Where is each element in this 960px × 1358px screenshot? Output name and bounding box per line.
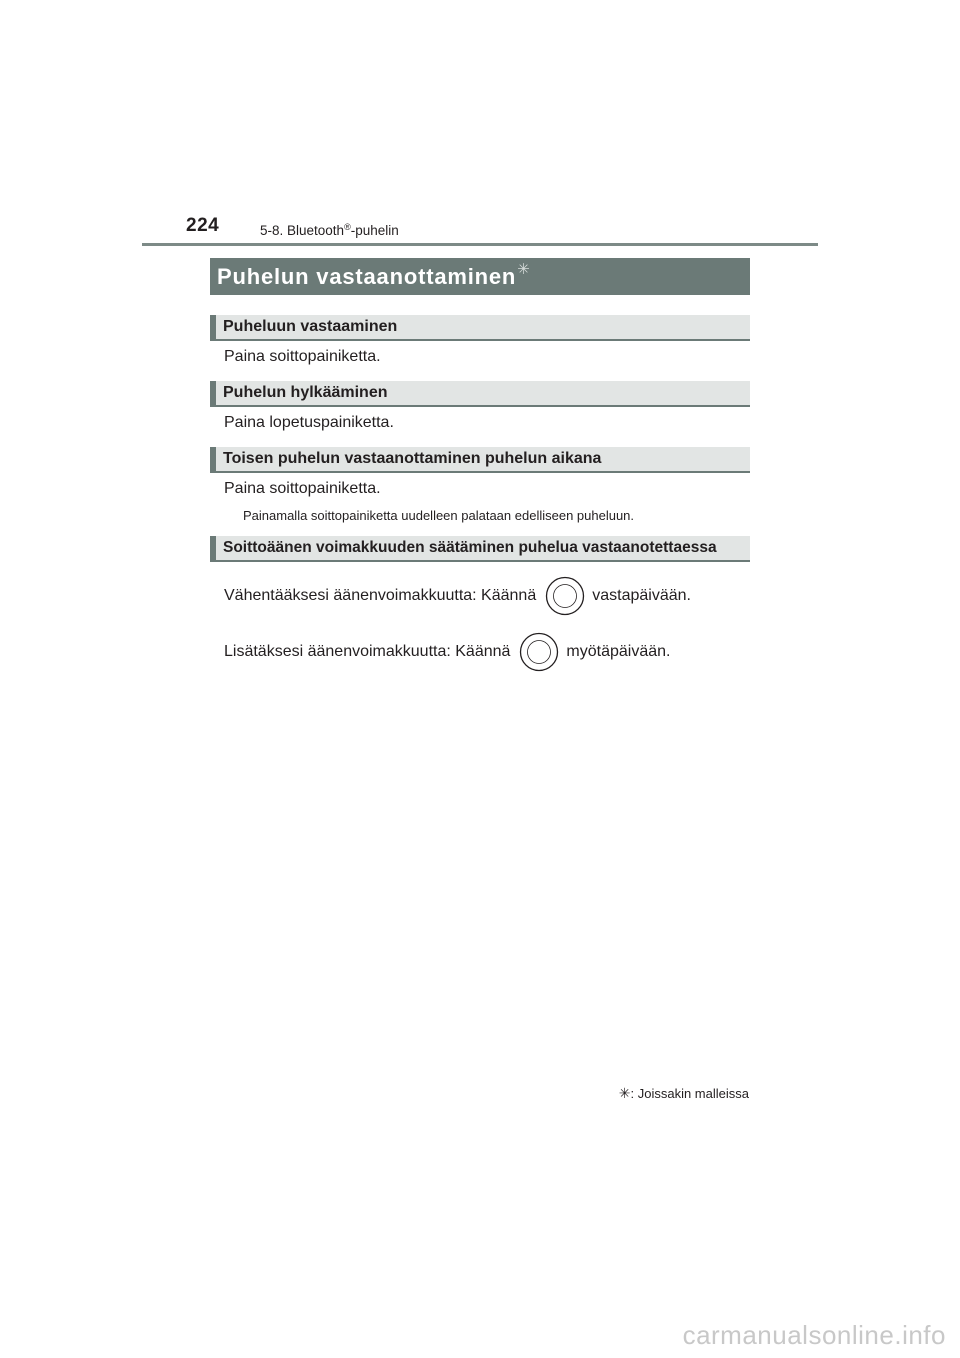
page-number: 224	[186, 215, 220, 236]
asterisk-icon: ✳	[517, 260, 530, 278]
running-head	[260, 222, 399, 238]
header-rule	[142, 243, 818, 246]
volume-decrease-after: vastapäivään.	[592, 587, 691, 604]
running-head-prefix: 5-8. Bluetooth	[260, 223, 345, 238]
running-head-suffix: -puhelin	[350, 223, 399, 238]
section-title-bar	[210, 258, 750, 295]
subheading-reject: Puhelun hylkääminen	[210, 381, 750, 407]
subheading-ring-volume: Soittoäänen voimakkuuden säätäminen puhelua vastaanotettaessa	[210, 536, 750, 562]
volume-increase-line	[224, 632, 670, 672]
section-title: Puhelun vastaanottaminen	[217, 263, 517, 289]
volume-decrease-before: Vähentääksesi äänenvoimakkuutta: Käännä	[224, 587, 537, 604]
subheading-answer: Puheluun vastaaminen	[210, 315, 750, 341]
subheading-second-call: Toisen puhelun vastaanottaminen puhelun aikana	[210, 447, 750, 473]
asterisk-icon: ✳	[618, 1086, 631, 1102]
body-answer: Paina soittopainiketta.	[224, 348, 381, 365]
watermark: carmanualsonline.info	[682, 1320, 946, 1350]
footnote-text: : Joissakin malleissa	[630, 1086, 749, 1101]
registered-mark: ®	[344, 222, 351, 232]
body-reject: Paina lopetuspainiketta.	[224, 414, 394, 431]
volume-increase-after: myötäpäivään.	[566, 643, 671, 660]
footnote	[619, 1086, 749, 1102]
body-second-call: Paina soittopainiketta.	[224, 480, 381, 497]
volume-increase-before: Lisätäksesi äänenvoimakkuutta: Käännä	[224, 643, 511, 660]
volume-knob-icon	[519, 632, 559, 672]
volume-knob-icon	[545, 576, 585, 616]
note-second-call: Painamalla soittopainiketta uudelleen palataan edelliseen puheluun.	[243, 508, 635, 523]
volume-decrease-line	[224, 576, 691, 616]
